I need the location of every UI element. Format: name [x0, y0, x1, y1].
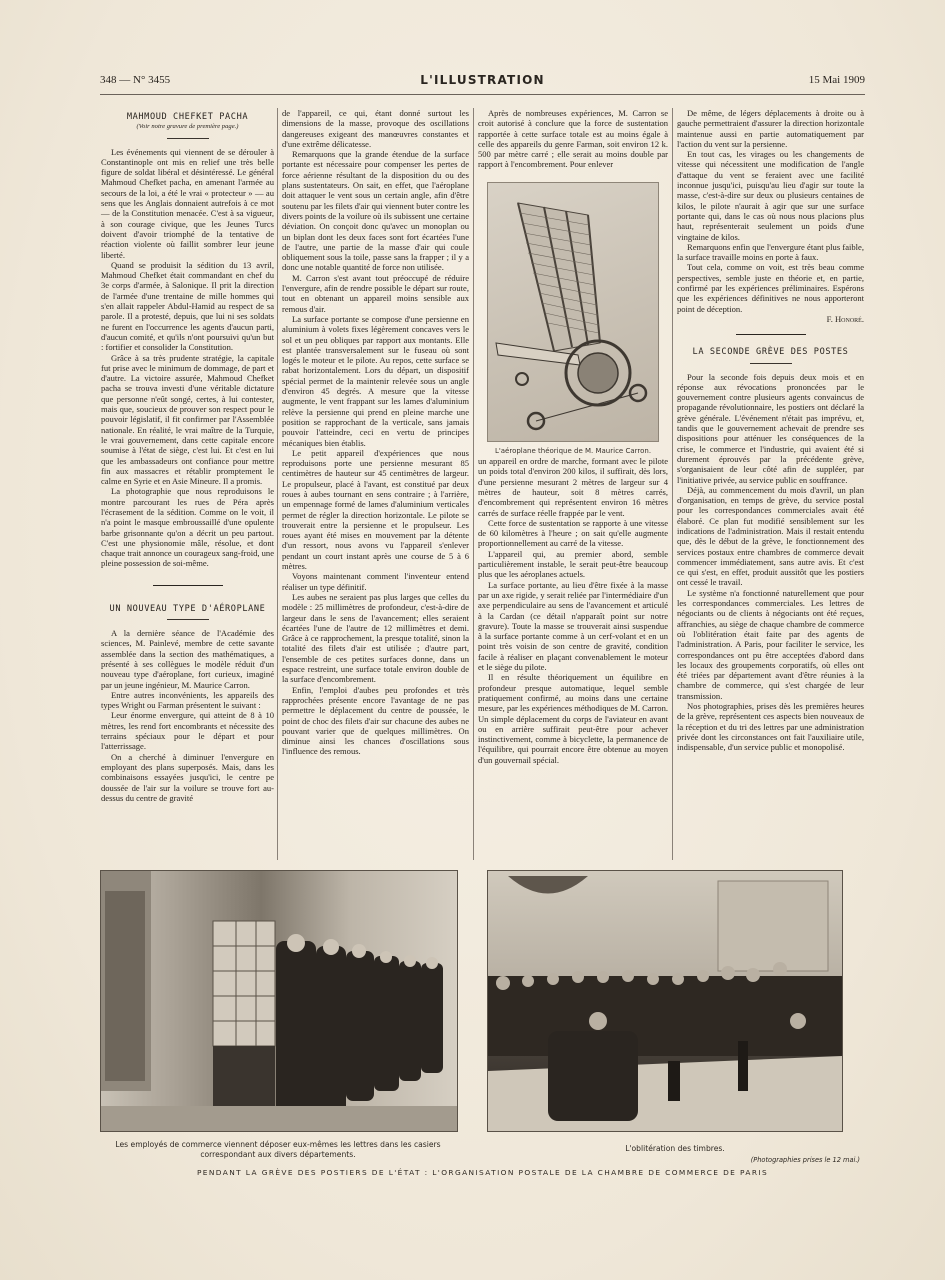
paragraph: Enfin, l'emploi d'aubes peu profondes et très rapprochées présente encore l'avantage de ne pas permettre le déplacement du centre de poussée, le point de choc des filets d'air sur chacune des aubes ne pouvant varier que de quelques millimètres. On diminue ainsi les chances d'oscillations sous l'influence des remous. [282, 684, 469, 757]
photo-caption-left: Les employés de commerce viennent déposer eux-mêmes les lettres dans les casiers correspondant aux divers départements. [115, 1140, 441, 1159]
column-4 [677, 108, 864, 753]
figure-caption: L'aéroplane théorique de M. Maurice Carron. [494, 446, 652, 455]
column-divider [277, 108, 278, 860]
paragraph: Déjà, au commencement du mois d'avril, un plan d'organisation, en temps de grève, du service postal pour les correspondances commerciales avait été élaboré. Ce plan fut modifié sensiblement sur les indications de l'administration. Mais il restait entendu que, dès le début de la grève, le fonctionnement des services postaux entre chambres de commerce devait commencer immédiatement, sans autre avis. Et c'est ce qui s'est, en effet, produit aussitôt que les postiers ont cessé le travail. [677, 484, 864, 588]
column-divider [672, 108, 673, 860]
paragraph: Quand se produisit la sédition du 13 avril, Mahmoud Chefket était commandant en chef du 3e corps d'armée, à Salonique. Il prit la direction de l'armée d'une trentaine de mille hommes qui s'en allait rappeler Abdul-Hamid au respect de sa parole. Il a protesté, depuis, que lui ni ses soldats ne furent en l'occurrence les agents d'aucun parti, d'aucun comité, et qu'ils n'ont poursuivi qu'un but : fortifier et consolider la Constitution. [101, 259, 274, 353]
paragraph: un appareil en ordre de marche, formant avec le pilote un poids total d'environ 200 kilos, il suffirait, dès lors, d'une persienne mesurant 2 mètres de largeur sur 4 mètres de hauteur, soit 8 mètres carrés, d'encombrement qui représentent environ 16 mètres carrés de surface réelle frappée par le vent. [478, 456, 668, 518]
paragraph: Tout cela, comme on voit, est très beau comme perspectives, semble juste en théorie et, en partie, confirmé par les expériences préliminaires. Espérons que les expériences définitives ne nous apporteront point de déception. [677, 262, 864, 314]
photo-caption-right: L'oblitération des timbres. [625, 1144, 725, 1153]
paragraph: M. Carron s'est avant tout préoccupé de réduire l'envergure, afin de rendre possible le départ sur route, tout en obtenant un appareil moins sensible aux remous d'air. [282, 272, 469, 314]
paragraph: Le système n'a fonctionné naturellement que pour les correspondances commerciales. Les lettres de négociants ou de clients à négociants ont été reçues, affranchies, au siège de chaque chambre de commerce où l'oblitération était faite par des agents de l'administration. A Paris, pour faciliter le service, les correspondances ont pu être acceptées d'abord dans les locaux des groupements corporatifs, où elles ont été triées par département avant d'être réunies à la chambre de commerce, qui s'est chargée de leur transmission. [677, 587, 864, 701]
paragraph: La photographie que nous reproduisons le montre parcourant les rues de Péra après l'écrasement de la sédition. Comme on le voit, il n'a point le masque embroussaillé d'une opulente barbe grisonnante qu'on a décrit un peu partout. C'est une physionomie mâle, résolue, et dont chaque trait annonce un courageux sang-froid, une pleine possession de soi-même. [101, 486, 275, 569]
paragraph: L'appareil qui, au premier abord, semble particulièrement instable, le serait peut-être beaucoup plus que les aéroplanes actuels. [478, 548, 668, 580]
paragraph: Cette force de sustentation se rapporte à une vitesse de 60 kilomètres à l'heure ; on sait qu'elle augmente proportionnellement au carré de la vitesse. [478, 517, 668, 549]
photo-stamp-cancellation [487, 870, 843, 1132]
paragraph: de l'appareil, ce qui, étant donné surtout les dimensions de la masse, provoque des oscillations dangereuses exigeant des manœuvres constantes et d'une extrême délicatesse. [282, 108, 469, 149]
paragraph: Après de nombreuses expériences, M. Carron se croit autorisé à conclure que la force de sustentation rapportée à cette surface totale est au moins égale à celle des appareils du genre Farman, soit environ 12 k. 500 par mètre carré ; elle serait au moins double par rapport à l'encombrement. Pour enlever [478, 108, 668, 170]
short-rule [167, 619, 209, 620]
short-rule [750, 363, 792, 364]
author-signature: F. Honoré. [826, 313, 864, 324]
article-title-chefket: MAHMOUD CHEFKET PACHA [126, 112, 249, 122]
column-3 [478, 108, 668, 765]
paragraph: La surface portante se compose d'une persienne en aluminium à volets fixes légèrement concaves vers le sol et un peu obliques par rapport aux montants. Elle est plantée transversalement sur le fuseau où sont logés le moteur et le pilote. Au repos, cette surface se rabat horizontalement. Lors du départ, un dispositif spécial permet de la maintenir relevée sous un angle d'environ 45 degrés. A mesure que la vitesse augmente, le vent frappant sur les lames d'aluminium relève la persienne qui prend en pleine marche une position se rapprochant de la verticale, sans jamais pouvoir l'atteindre, ceci en vertu de principes mécaniques bien établis. [282, 313, 469, 448]
column-2 [282, 108, 469, 757]
paragraph: Leur énorme envergure, qui atteint de 8 à 10 mètres, les rend fort encombrants et nécessite des terrains spéciaux pour le départ et pour l'atterrissage. [101, 710, 274, 752]
publication-title: L'ILLUSTRATION [420, 73, 545, 87]
photo-letter-sorting-scene [101, 871, 457, 1131]
photo-credit: (Photographies prises le 12 mai.) [750, 1156, 860, 1164]
paragraph: Remarquons que la grande étendue de la surface portante est nécessaire pour compenser les pertes de force aérienne résultant de la disposition du ou des plans sustentateurs. On sait, en effet, que l'aéroplane doit attaquer le vent sous un certain angle, afin d'être soutenu par les filets d'air qui viennent buter contre les divers points de la voilure où ils subissent une certaine déviation. On conçoit donc qu'avec un monoplan ou un biplan dont les deux faces sont fort écartées l'une de l'autre, une partie de la masse d'air qui coule obliquement sous la toile, passe sans la frapper ; il y a donc une notable quantité de force non utilisée. [282, 149, 469, 273]
paragraph: Voyons maintenant comment l'inventeur entend réaliser un type définitif. [282, 571, 469, 592]
paragraph: Nos photographies, prises dès les premières heures de la grève, représentent ces aspects bien nouveaux de la réception et du tri des lettres par une administration privée dont les circonstances ont fait l'auxiliaire utile, indispensable, d'un service public et monopolisé. [677, 701, 864, 753]
paragraph: De même, de légers déplacements à droite ou à gauche permettraient d'assurer la direction horizontale maintenue aussi en partie automatiquement par l'action du vent sur la persienne. [677, 108, 864, 149]
photo-letter-sorting [100, 870, 458, 1132]
article-title-aeroplane: UN NOUVEAU TYPE D'AÉROPLANE [109, 603, 266, 614]
aeroplane-illustration [487, 182, 659, 442]
photo-stamp-cancellation-scene [488, 871, 842, 1131]
paragraph: La surface portante, au lieu d'être fixée à la masse par un axe rigide, y serait reliée par l'intermédiaire d'un axe perpendiculaire au sens de l'avancement et articulé à la Cardan (ce détail n'apparaît point sur notre gravure). Toute la masse se trouverait ainsi suspendue à la surface portante comme à un cerf-volant et en un point très voisin de son centre de gravité, condition facile à réaliser en plaçant convenablement le moteur et le siège du pilote. [478, 579, 668, 673]
paragraph: Il en résulte théoriquement un équilibre en profondeur presque automatique, lequel semble pratiquement confirmé, au moins dans une certaine mesure, par les expériences méthodiques de M. Carron. Un simple déplacement du corps de l'aviateur en avant ou en arrière suffirait peut-être pour achever instinctivement, comme à bicyclette, la permanence de l'équilibre, qui pourrait encore être obtenue au moyen d'un gouvernail spécial. [478, 672, 668, 765]
paragraph: Le petit appareil d'expériences que nous reproduisons porte une persienne mesurant 85 centimètres de hauteur sur 45 centimètres de largeur. Le propulseur, placé à l'avant, est constitué par deux roues à aubes tournant en sens contraire ; à l'arrière, un empennage formé de lames d'aluminium verticales permet de régler la direction horizontale. Le pilote se trouverait entre la persienne et le propulseur. Les roues ayant été mises en mouvement par la détente d'un ressort, nous avons vu l'appareil s'enlever pendant un court instant après une course de 5 à 6 mètres. [282, 447, 469, 572]
ornament-divider [736, 332, 806, 337]
paragraph: Les événements qui viennent de se dérouler à Constantinople ont mis en relief une très belle figure de soldat libéral et désintéressé. Le général Mahmoud Chefket pacha, en amenant l'armée au secours de la loi, a été le vrai « protecteur » — au sens que les Anglais donnaient autrefois à ce mot — de la Constitution menacée. C'est à sa vigueur, à son courage civique, que les Jeunes Turcs doivent d'avoir triomphé de la tentative de réaction violente où faillit sombrer leur jeune liberté. [101, 146, 274, 260]
article-title-greve: LA SECONDE GRÈVE DES POSTES [692, 347, 849, 358]
column-1 [101, 108, 274, 803]
paragraph: A la dernière séance de l'Académie des sciences, M. Painlevé, membre de cette savante assemblée dans la section des mathématiques, a présenté à ses collègues le modèle réduit d'un nouveau type d'aéroplane, fort curieux, imaginé par un jeune ingénieur, M. Maurice Carron. [101, 628, 274, 690]
issue-date: 15 Mai 1909 [808, 74, 865, 86]
page-header [100, 72, 865, 90]
page-number: 348 — N° 3455 [100, 74, 171, 86]
column-divider [473, 108, 474, 860]
paragraph: En tout cas, les virages ou les changements de vitesse qui nécessitent une modification de l'angle d'attaque du vent se feraient avec une facilité inconnue jusqu'ici, puisqu'au lieu d'agir sur toute la masse, c'est-à-dire sur deux ou plusieurs centaines de kilos, le pilote n'aurait à agir que sur une surface portante qui, dans le cas où nous nous placions plus haut, représenterait seulement un poids d'une vingtaine de kilos. [677, 149, 864, 242]
article-subtitle-chefket: (Voir notre gravure de première page.) [136, 123, 239, 131]
header-rule [100, 94, 865, 95]
paragraph: Remarquons enfin que l'envergure étant plus faible, la surface travaille moins en porte à faux. [677, 241, 864, 263]
aeroplane-drawing [488, 183, 658, 441]
paragraph: Grâce à sa très prudente stratégie, la capitale fut prise avec le minimum de dommage, de part et d'autre. La victoire assurée, Mahmoud Chefket pacha se trouva investi d'une véritable dictature que personne n'eût songé, certes, à lui contester, mais que, soucieux de prouver son respect pour le pouvoir législatif, il fit confirmer par l'Assemblée nationale. En réalité, le vrai maître de la Turquie, le vrai gouvernement, dans cette capitale encore soumise à l'état de siège, c'est lui. Et c'est en lui que les ambassadeurs ont confiance pour mettre fin aux massacres et rétablir promptement le calme en Syrie et en Asie Mineure. Il a promis. [101, 352, 274, 487]
photo-banner-title: PENDANT LA GRÈVE DES POSTIERS DE L'ÉTAT : L'ORGANISATION POSTALE DE LA CHAMBRE DE COMMERCE DE PARIS [196, 1168, 769, 1177]
paragraph: On a cherché à diminuer l'envergure en employant des plans superposés. Mais, dans les combinaisons essayées jusqu'ici, le centre pe doussée de l'air sur la voilure se trouve fort au-dessus du centre de gravité [101, 751, 274, 803]
ornament-divider [153, 583, 223, 588]
paragraph: Pour la seconde fois depuis deux mois et en réponse aux révocations prononcées par le gouvernement contre plusieurs agents convaincus de propagande révolutionnaire, les postiers ont déclaré la grève générale. L'événement n'était pas imprévu, et, tandis que le gouvernement achevait de prendre ses dispositions pour atténuer les conséquences de la crise, le commerce et l'industrie, qui avaient été si durement éprouvés par la précédente grève, s'organisaient de leur côté afin de suppléer, par l'initiative privée, au service public en souffrance. [677, 371, 864, 485]
paragraph: Les aubes ne seraient pas plus larges que celles du modèle : 25 millimètres de profondeur, c'est-à-dire de largeur dans le sens de l'avancement; elles seraient écartées l'une de l'autre de 12 millimètres et demi. Grâce à ce rapprochement, la presque totalité, sinon la totalité des filets d'air est utilisée ; d'autre part, l'ensemble de ces petites surfaces donne, dans un espace restreint, une surface totale environ double de la surface d'encombrement. [282, 591, 469, 685]
short-rule [167, 138, 209, 139]
paragraph: Entre autres inconvénients, les appareils des types Wright ou Farman présentent le suivant : [101, 689, 274, 711]
